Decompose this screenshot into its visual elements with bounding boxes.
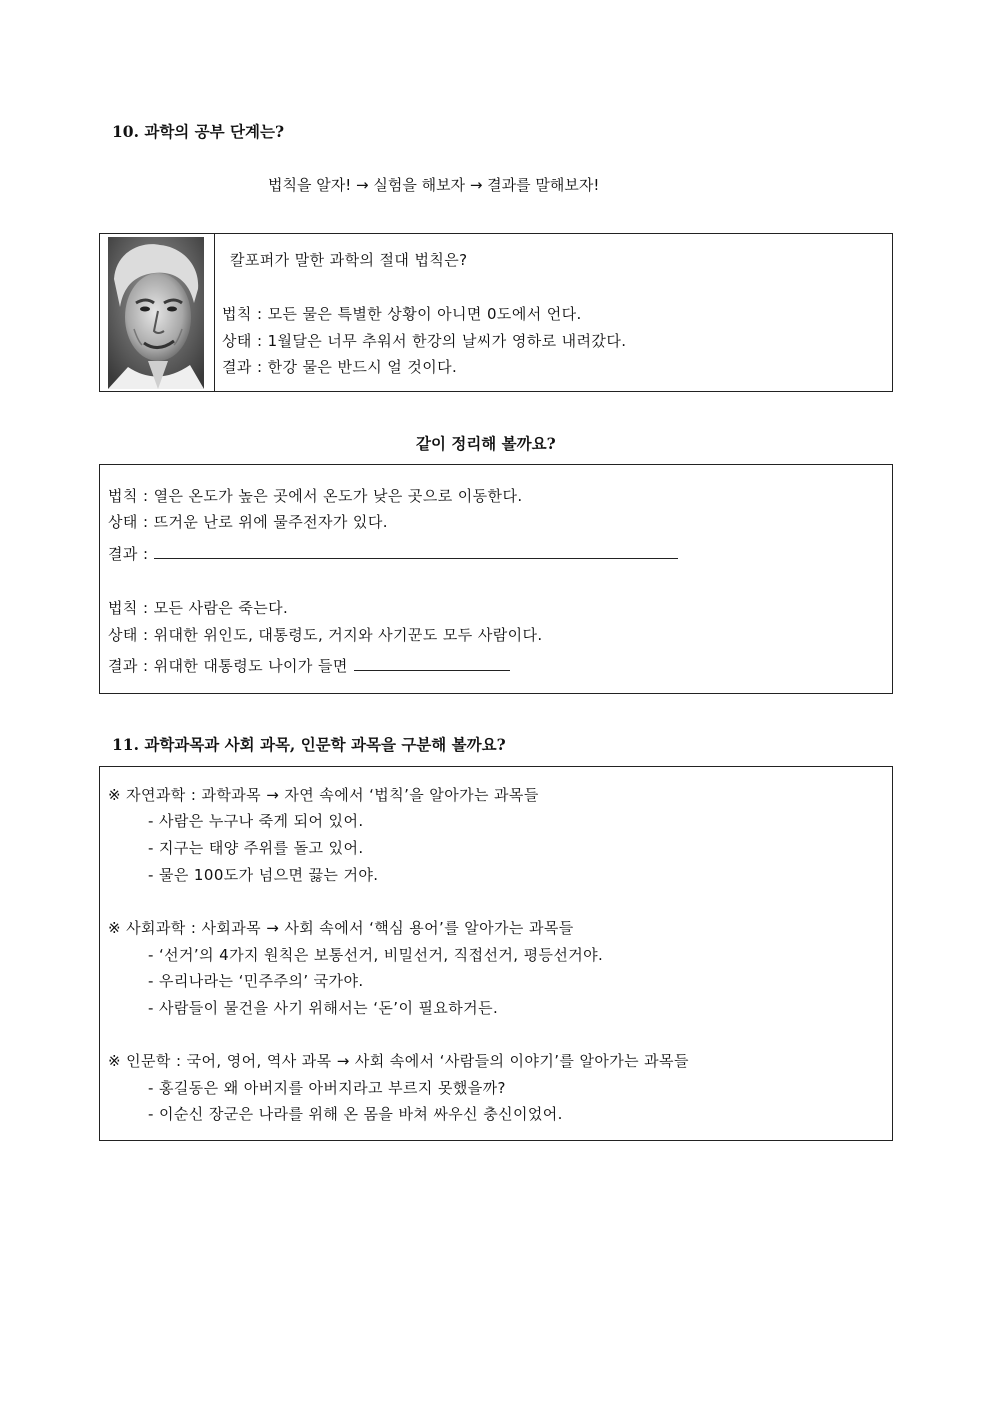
subjects-box [99, 766, 893, 1141]
social-science-title: ※ 사회과학 : 사회과목 → 사회 속에서 ‘핵심 용어’를 알아가는 과목들 [108, 919, 574, 937]
together-state-1: 상태 : 뜨거운 난로 위에 물주전자가 있다. [108, 513, 388, 531]
answer-blank-1[interactable] [154, 544, 678, 559]
together-result-1-row [108, 543, 678, 564]
popper-result-line: 결과 : 한강 물은 반드시 얼 것이다. [222, 358, 458, 376]
popper-law-box [99, 233, 893, 392]
answer-blank-2[interactable] [354, 656, 510, 671]
popper-state-line: 상태 : 1월달은 너무 추워서 한강의 날씨가 영하로 내려갔다. [222, 332, 627, 350]
section-10-heading: 10. 과학의 공부 단계는? [112, 122, 285, 141]
popper-question: 칼포퍼가 말한 과학의 절대 법칙은? [230, 251, 468, 269]
social-science-item: - ‘선거’의 4가지 원칙은 보통선거, 비밀선거, 직접선거, 평등선거야. [148, 946, 604, 964]
together-result-2-label: 결과 : 위대한 대통령도 나이가 들면 [108, 657, 348, 675]
together-box [99, 464, 893, 694]
humanities-item: - 홍길동은 왜 아버지를 아버지라고 부르지 못했을까? [148, 1079, 506, 1097]
portrait-cell [100, 234, 215, 391]
section-11-heading: 11. 과학과목과 사회 과목, 인문학 과목을 구분해 볼까요? [112, 735, 506, 754]
portrait-image [108, 237, 204, 389]
together-heading: 같이 정리해 볼까요? [416, 434, 556, 453]
natural-science-title: ※ 자연과학 : 과학과목 → 자연 속에서 ‘법칙’을 알아가는 과목들 [108, 786, 539, 804]
together-law-1: 법칙 : 열은 온도가 높은 곳에서 온도가 낮은 곳으로 이동한다. [108, 487, 523, 505]
together-law-2: 법칙 : 모든 사람은 죽는다. [108, 599, 289, 617]
humanities-item: - 이순신 장군은 나라를 위해 온 몸을 바쳐 싸우신 충신이었어. [148, 1105, 563, 1123]
social-science-item: - 우리나라는 ‘민주주의’ 국가야. [148, 972, 364, 990]
natural-science-item: - 사람은 누구나 죽게 되어 있어. [148, 812, 364, 830]
social-science-item: - 사람들이 물건을 사기 위해서는 ‘돈’이 필요하거든. [148, 999, 499, 1017]
popper-law-line: 법칙 : 모든 물은 특별한 상황이 아니면 0도에서 언다. [222, 305, 582, 323]
natural-science-item: - 지구는 태양 주위를 돌고 있어. [148, 839, 364, 857]
humanities-title: ※ 인문학 : 국어, 영어, 역사 과목 → 사회 속에서 ‘사람들의 이야기’를 알아가는 과목들 [108, 1052, 689, 1070]
natural-science-item: - 물은 100도가 넘으면 끓는 거야. [148, 866, 379, 884]
together-result-1-label: 결과 : [108, 545, 149, 563]
study-steps-flow: 법칙을 알자! → 실험을 해보자 → 결과를 말해보자! [268, 176, 600, 194]
together-result-2-row [108, 655, 510, 676]
together-state-2: 상태 : 위대한 위인도, 대통령도, 거지와 사기꾼도 모두 사람이다. [108, 626, 543, 644]
